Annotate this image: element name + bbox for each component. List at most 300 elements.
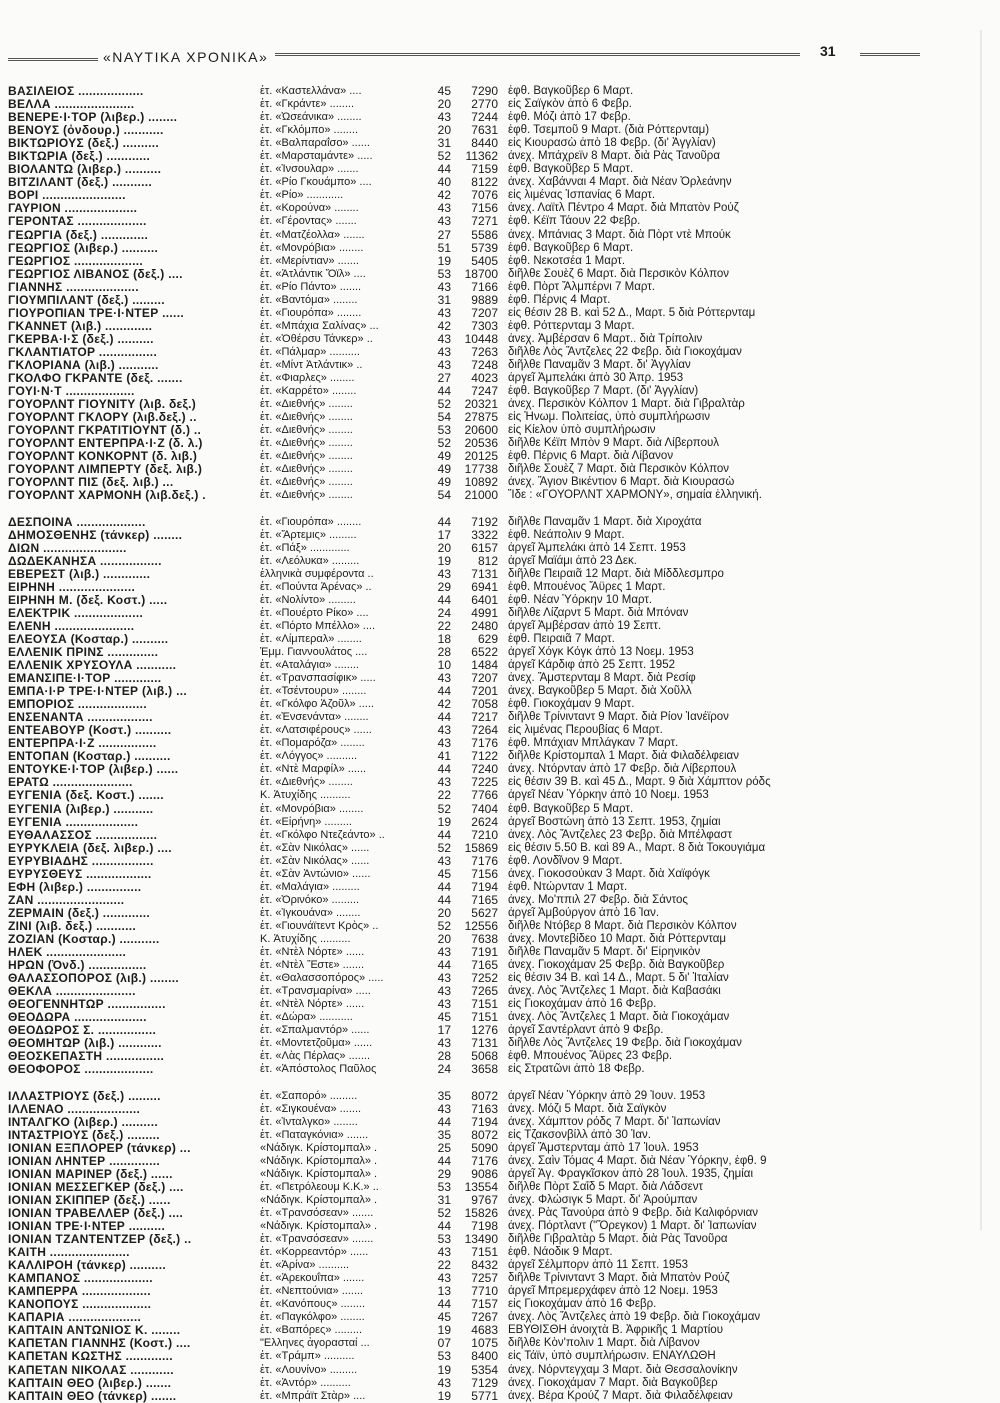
ship-name: ΓΟΥΟΡΛΝΤ ΓΚΡΑΤΙΤΙΟΥΝΤ (δ.) .. [8, 424, 202, 438]
ship-position: ἀνεχ. Ἀμβέρσαν 6 Μαρτ.. διὰ Τρίπολιν [508, 332, 703, 345]
ship-owner: ἐτ. «Διεθνής» ........ [260, 411, 353, 424]
ship-position: ἀνεχ. Λὸς Ἄντζελες 1 Μαρτ. διὰ Καβασάκι [508, 985, 721, 998]
ship-row [8, 411, 938, 424]
ship-name: ΕΡΑΤΩ ...................... [8, 776, 133, 790]
ship-tonnage: 7225 [471, 776, 498, 790]
ship-age: 28 [437, 645, 451, 659]
ship-owner: Κ. Ἀτυχίδης .......... [260, 933, 351, 945]
ship-name: ΘΑΛΑΣΣΟΠΟΡΟΣ (λιβ.) ........ [8, 972, 180, 986]
ship-row [8, 255, 938, 268]
ship-name: ΓΕΩΡΓΙΟΣ (λιβερ.) .......... [8, 241, 159, 255]
ship-age: 43 [437, 1102, 451, 1116]
ship-owner: ἐτ. «Μαρσταμάντε» ..... [260, 150, 373, 163]
ship-name: ΚΑΜΠΑΝΟΣ ................... [8, 1272, 153, 1286]
ship-owner: ἐτ. «Διεθνής» ........ [260, 437, 353, 450]
ship-position: ἀνεχ. Λὸς Ἄντζελες 1 Μαρτ. διὰ Γιοκοχάμαν [508, 1011, 730, 1024]
ship-owner: ἐτ. «Διεθνής» ........ [260, 450, 353, 463]
ship-tonnage: 7194 [471, 1115, 498, 1129]
ship-position: διῆλθε Σουὲζ 6 Μαρτ. διὰ Περσικὸν Κόλπον [508, 267, 730, 280]
ship-row [8, 868, 938, 881]
ship-tonnage: 15826 [464, 1206, 498, 1220]
ship-owner: ἐτ. «Ἰνταλγκο» ........ [260, 1115, 358, 1128]
ship-age: 44 [437, 828, 451, 842]
ship-age: 35 [437, 1128, 451, 1142]
ship-tonnage: 7122 [471, 750, 498, 764]
ship-owner: ἐτ. «Λίμπεραλ» ........ [260, 632, 362, 645]
ship-row [8, 672, 938, 685]
ship-name: ΚΑΠΑΡΙΑ .................... [8, 1311, 142, 1325]
ship-age: 43 [437, 306, 451, 320]
ship-position: ἀνεχ. Σαὶν Τόμας 4 Μαρτ. διὰ Νέαν Ὑόρκην, ἐφθ. 9 [508, 1154, 767, 1167]
ship-position: ἀργεῖ Ἀμβούργον ἀπὸ 16 Ἰαν. [508, 906, 660, 919]
ship-owner: ἐτ. «Ἀπόστολος Παῦλος [260, 1063, 377, 1076]
ship-position: εἰς θέσιν 34 Β. καὶ 14 Δ., Μαρτ. 5 δι' Ἰταλίαν [508, 972, 729, 985]
ship-position: ἀνεχ. Λὸς Ἄντζελες ἀπὸ 19 Φεβρ. διὰ Γιοκοχάμαν [508, 1311, 761, 1324]
ship-owner: ἐτ. «Νεπτούνια» ....... [260, 1285, 364, 1298]
ship-tonnage: 7076 [471, 189, 498, 203]
ship-name: ΓΙΟΥΡΟΠΙΑΝ ΤΡΕ·Ι·ΝΤΕΡ ...... [8, 306, 184, 320]
ship-row [8, 398, 938, 411]
ship-row [8, 489, 938, 502]
ship-owner: ἐτ. «Διεθνής» ........ [260, 424, 353, 437]
ship-row [8, 555, 938, 568]
ship-owner: ἐτ. «Μονρόβια» ........ [260, 241, 364, 254]
ship-name: ΙΟΝΙΑΝ ΣΚΙΠΠΕΡ (δεξ.) ...... [8, 1193, 171, 1207]
ship-row [8, 1050, 938, 1063]
journal-title: «ΝΑΥΤΙΚΑ ΧΡΟΝΙΚΑ» [103, 49, 269, 65]
ship-age: 44 [437, 685, 451, 699]
ship-owner: ἐτ. «Εἰρήνη» ......... [260, 815, 352, 828]
ship-name: ΙΟΝΙΑΝ ΜΑΡΙΝΕΡ (δεξ.) ...... [8, 1167, 173, 1181]
ship-name: ΓΕΩΡΓΙΟΣ ΛΙΒΑΝΟΣ (δεξ.) .... [8, 267, 183, 281]
ship-age: 24 [437, 1063, 451, 1077]
ship-owner: ἐτ. «Λὰς Πέρλας» ....... [260, 1050, 370, 1063]
ship-name: ΚΑΠΤΑΙΝ ΘΕΟ (τάνκερ) ....... [8, 1389, 177, 1403]
ship-tonnage: 7217 [471, 711, 498, 725]
ship-owner: ἐτ. «Γκλόμπο» ........ [260, 124, 359, 137]
ship-tonnage: 7131 [471, 1037, 498, 1051]
ship-row [8, 959, 938, 972]
ship-position: ἀνεχ. Νόρντεγχαμ 3 Μαρτ. διὰ Θεσσαλονίκην [508, 1363, 738, 1376]
ship-position: ἀνεχ. Χάμπτον ρόδς 7 Μαρτ. δι' Ἰαπωνίαν [508, 1115, 721, 1128]
ship-position: διῆλθε Λίζαρντ 5 Μαρτ. διὰ Μπόναν [508, 606, 689, 619]
ship-position: ἀργεῖ Κάρδιφ ἀπὸ 25 Σεπτ. 1952 [508, 659, 675, 672]
ship-row [8, 333, 938, 346]
ship-position: ἀργεῖ Σέλμπορν ἀπὸ 11 Σεπτ. 1953 [508, 1259, 689, 1272]
ship-name: ΕΥΓΕΝΙΑ (λιβερ.) ........... [8, 802, 154, 816]
ship-name: ΘΕΟΔΩΡΟΣ Σ. ................ [8, 1024, 157, 1038]
ship-owner: ἐτ. «Ἄρτεμις» ......... [260, 528, 357, 541]
ship-row [8, 85, 938, 98]
ship-tonnage: 7247 [471, 385, 498, 399]
ship-position: ἀνεχ. Μόζι 5 Μαρτ. διὰ Σαϊγκὸν [508, 1102, 667, 1115]
ship-age: 42 [437, 698, 451, 712]
ship-position: ἐφθ. Μπουένος Ἄϋρες 1 Μαρτ. [508, 580, 666, 593]
ship-position: εἰς θέσιν 5.50 Β. καὶ 89 Α., Μαρτ. 8 διὰ Τοκουγιάμα [508, 841, 766, 854]
ship-name: ΒΕΛΛΑ ...................... [8, 98, 135, 112]
ship-age: 45 [437, 1311, 451, 1325]
ship-owner: ἐτ. «Ματζέολλα» ....... [260, 228, 365, 241]
ship-age: 45 [437, 867, 451, 881]
ship-name: ΚΑΜΠΕΡΡΑ ................... [8, 1285, 151, 1299]
ship-age: 44 [437, 763, 451, 777]
header-rule-right [860, 53, 920, 56]
ship-position: ἐφθ. Βαγκοῦβερ 5 Μαρτ. [508, 802, 634, 815]
ship-position: ἐφθ. Νάοδικ 9 Μαρτ. [508, 1246, 613, 1259]
ship-row [8, 98, 938, 111]
ship-age: 52 [437, 841, 451, 855]
ship-owner: ἐτ. «Σαπορό» ......... [260, 1089, 358, 1102]
ship-tonnage: 7267 [471, 1311, 498, 1325]
ship-age: 44 [437, 593, 451, 607]
ship-owner: ἐτ. «Μαλάγια» ......... [260, 880, 360, 893]
ship-name: ΘΕΟΓΕΝΝΗΤΩΡ ................ [8, 998, 166, 1012]
ship-position: ἀργεῖ Ἀμπελάκι ἀπὸ 30 Ἀπρ. 1953 [508, 372, 684, 385]
ship-tonnage: 11362 [465, 150, 498, 164]
ship-name: ΕΥΡΥΒΙΑΔΗΣ ................. [8, 854, 154, 868]
ship-age: 49 [437, 463, 451, 477]
ship-row [8, 946, 938, 959]
ship-name: ΘΕΟΜΗΤΩΡ (λιβ.) ............ [8, 1037, 162, 1051]
ship-name: ΙΟΝΙΑΝ ΤΡΑΒΕΛΛΕΡ (δεξ.) .... [8, 1206, 184, 1220]
ship-owner: ἐτ. «Παταγκόνια» ....... [260, 1128, 369, 1141]
ship-age: 43 [437, 202, 451, 216]
ship-row [8, 1037, 938, 1050]
ship-row [8, 1233, 938, 1246]
ship-name: ΙΟΝΙΑΝ ΤΡΕ·Ι·ΝΤΕΡ .......... [8, 1219, 166, 1233]
ship-name: ΕΝΤΕΑΒΟΥΡ (Κοστ.) .......... [8, 724, 172, 738]
ship-tonnage: 20125 [464, 450, 498, 464]
ship-position: ἀνεχ. Λὸς Ἄντζελες 23 Φεβρ. διὰ Μπέλφαστ [508, 828, 732, 841]
ship-name: ΚΑΝΟΠΟΥΣ ................... [8, 1298, 152, 1312]
ship-position: ἀνεχ. Μπάχρεϊν 8 Μαρτ. διὰ Ρὰς Τανοῦρα [508, 150, 720, 163]
ship-age: 13 [437, 1285, 451, 1299]
ship-position: ἀνεχ. Πόρτλαντ ("Ὄρεγκον) 1 Μαρτ. δι' Ἰαπωνίαν [508, 1219, 757, 1232]
ship-row [8, 659, 938, 672]
ship-position: εἰς θέσιν 28 Β. καὶ 52 Δ., Μαρτ. 5 διὰ Ρόττερνταμ [508, 306, 756, 319]
ship-owner: ἐτ. «Διεθνής» ........ [260, 463, 353, 476]
ship-name: ΕΙΡΗΝΗ Μ. (δεξ. Κοστ.) ..... [8, 593, 168, 607]
ship-name: ΕΝΣΕΝΑΝΤΑ .................. [8, 711, 153, 725]
ship-owner: ἐτ. «Διεθνής» ........ [260, 776, 353, 789]
ship-row [8, 594, 938, 607]
ship-row [8, 776, 938, 789]
ship-row [8, 359, 938, 372]
ship-age: 27 [437, 228, 451, 242]
ship-position: ΕΒΥΘΙΣΘΗ ἀνοιχτὰ Β. Ἀφρικῆς 1 Μαρτίου [508, 1324, 723, 1337]
ship-row [8, 320, 938, 333]
ship-name: ΕΜΠΑ·Ι·Ρ ΤΡΕ·Ι·ΝΤΕΡ (λιβ.) ... [8, 685, 187, 699]
ship-age: 52 [437, 437, 451, 451]
ship-name: ΔΙΩΝ ....................... [8, 541, 127, 555]
ship-row [8, 294, 938, 307]
ship-position: διῆλθε Γιβραλτὰρ 5 Μαρτ. διὰ Ρὰς Τανοῦρα [508, 1233, 728, 1246]
ship-tonnage: 7156 [471, 202, 498, 216]
ship-age: 51 [437, 241, 451, 255]
ship-owner: ἐτ. «Γιουρόπα» ........ [260, 515, 362, 528]
ship-position: ἐφθ. Μπάχιαν Μπλάγκαν 7 Μαρτ. [508, 737, 679, 750]
ship-row [8, 1181, 938, 1194]
ship-owner: ἐτ. «Αταλάγια» ........ [260, 659, 359, 672]
ship-tonnage: 9767 [471, 1193, 498, 1207]
ship-row [8, 1011, 938, 1024]
ship-row [8, 1168, 938, 1181]
ship-owner: ἐτ. «Ἀρεκουΐπα» ....... [260, 1272, 365, 1285]
ship-tonnage: 5771 [471, 1389, 498, 1403]
ship-owner: ἐτ. «Ντὲλ Ἔστε» ....... [260, 959, 365, 972]
ship-tonnage: 7404 [471, 802, 498, 816]
ship-row [8, 450, 938, 463]
ship-position: ἀνεχ. Λαϊτλ Πέντρο 4 Μαρτ. διὰ Μπατὸν Ρούζ [508, 202, 739, 215]
ship-tonnage: 20536 [464, 437, 498, 451]
ship-tonnage: 1075 [471, 1337, 498, 1351]
ship-row [8, 816, 938, 829]
ship-position: εἰς Ἡνωμ. Πολιτείας, ὑπὸ συμπλήρωσιν [508, 411, 711, 424]
ship-age: 45 [437, 85, 451, 98]
ship-name: ΒΙΤΖΙΛΑΝΤ (δεξ.) ........... [8, 176, 153, 190]
ship-age: 43 [437, 998, 451, 1012]
ship-age: 43 [437, 567, 451, 581]
ship-tonnage: 5405 [471, 254, 498, 268]
ship-tonnage: 7303 [471, 319, 498, 333]
ship-row [8, 1390, 938, 1403]
ship-tonnage: 7210 [471, 828, 498, 842]
ship-position: ἀνεχ. Φλώσιγκ 5 Μαρτ. δι' Ἀρούμπαν [508, 1193, 698, 1206]
ship-name: ΚΑΠΤΑΙΝ ΑΝΤΩΝΙΟΣ Κ. ........ [8, 1324, 181, 1338]
ship-tonnage: 4023 [471, 372, 498, 386]
ship-name: ΓΚΛΟΡΙΑΝΑ (λιβ.) ........... [8, 358, 159, 372]
ship-position: ἐφθ. Λονδῖνον 9 Μαρτ. [508, 854, 623, 867]
ship-tonnage: 6401 [471, 593, 498, 607]
ship-age: 22 [437, 789, 451, 803]
ship-age: 53 [437, 1350, 451, 1364]
ship-name: ΙΝΤΑΣΤΡΙΟΥΣ (δεξ.) ......... [8, 1128, 160, 1142]
ship-position: ἐφθ. Βαγκοῦβερ 6 Μαρτ. [508, 85, 634, 97]
header-rule-middle [275, 53, 800, 56]
ship-name: ΔΩΔΕΚΑΝΗΣΑ ................. [8, 554, 162, 568]
ship-position: ἐφθ. Βαγκοῦβερ 5 Μαρτ. [508, 163, 634, 176]
ship-row [8, 972, 938, 985]
ship-name: ΓΟΥΟΡΛΝΤ ΕΝΤΕΡΠΡΑ·Ι·Ζ (δ. λ.) [8, 437, 203, 451]
ship-owner: ἐτ. «Πουέρτο Ρίκο» .... [260, 606, 369, 619]
ship-owner: ἐτ. «Κορρεαντόρ» ...... [260, 1246, 369, 1259]
ship-owner: ἐτ. «Βαντόμα» ........ [260, 293, 358, 306]
ship-name: ΕΥΓΕΝΙΑ .................... [8, 815, 139, 829]
ship-row [8, 1311, 938, 1324]
ship-name: ΗΡΩΝ (Ὀνδ.) ................ [8, 959, 147, 973]
ship-name: ΓΟΥΟΡΛΝΤ ΛΙΜΠΕΡΤΥ (δεξ. λιβ.) [8, 463, 203, 477]
ship-name: ΓΟΥΟΡΛΝΤ ΧΑΡΜΟΝΗ (λιβ.δεξ.) . [8, 489, 206, 503]
ship-row [8, 150, 938, 163]
ship-age: 20 [437, 98, 451, 112]
ship-position: εἰς Κιουρασὼ ἀπὸ 18 Φεβρ. (δι' Ἀγγλίαν) [508, 137, 716, 150]
page-number: 31 [820, 43, 836, 59]
ship-tonnage: 7191 [471, 946, 498, 960]
ship-age: 22 [437, 619, 451, 633]
ship-row [8, 281, 938, 294]
ship-name: ΔΕΣΠΟΙΝΑ ................... [8, 515, 146, 529]
ship-name: ΚΑΠΕΤΑΝ ΝΙΚΟΛΑΣ ............ [8, 1363, 174, 1377]
ship-age: 52 [437, 398, 451, 412]
ship-owner: ἐτ. «Διεθνής» ........ [260, 398, 353, 411]
ship-name: ΓΕΩΡΓΙΑ (δεξ.) ............. [8, 228, 149, 242]
ship-row [8, 1324, 938, 1337]
ship-age: 10 [437, 659, 451, 673]
ship-name: ΓΚΕΡΒΑ·Ι·Σ (δεξ.) .......... [8, 332, 154, 346]
ship-owner: ἑλληνικὰ συμφέροντα .. [260, 567, 374, 580]
ship-name: ΓΚΟΛΦΟ ΓΚΡΑΝΤΕ (δεξ. ....... [8, 372, 183, 386]
ship-name: ΚΑΠΤΑΙΝ ΘΕΟ (λιβερ.) ....... [8, 1376, 172, 1390]
ship-age: 54 [437, 489, 451, 503]
ship-owner: ἐτ. «Διεθνής» ........ [260, 489, 353, 502]
ship-tonnage: 13490 [464, 1233, 498, 1247]
ship-age: 43 [437, 1376, 451, 1390]
ship-tonnage: 2624 [471, 815, 498, 829]
ship-age: 43 [437, 737, 451, 751]
ship-row [8, 229, 938, 242]
ship-row [8, 581, 938, 594]
ship-age: 28 [437, 1050, 451, 1064]
ship-row [8, 137, 938, 150]
ship-owner: ἐτ. «Λεόλυκα» ......... [260, 554, 360, 567]
ship-position: ἐφθ. Πειραιᾶ 7 Μαρτ. [508, 632, 615, 645]
ship-row [8, 1377, 938, 1390]
ship-name: ΓΕΡΟΝΤΑΣ ................... [8, 215, 147, 229]
ship-name: ΘΕΟΣΚΕΠΑΣΤΗ ................ [8, 1050, 165, 1064]
ship-tonnage: 5739 [471, 241, 498, 255]
ship-position: διῆλθε Παναμᾶν 5 Μαρτ. δι' Εἰρηνικὸν [508, 946, 701, 959]
ship-tonnage: 12556 [464, 919, 498, 933]
ship-age: 43 [437, 345, 451, 359]
ship-owner: ἐτ. «Βαλπαραΐσο» ...... [260, 137, 370, 150]
ship-name: ΕΥΡΥΚΛΕΙΑ (δεξ. λιβερ.) .... [8, 841, 172, 855]
ship-tonnage: 7129 [471, 1376, 498, 1390]
ship-age: 44 [437, 893, 451, 907]
ship-name: ΕΙΡΗΝΗ ..................... [8, 580, 136, 594]
ship-tonnage: 7176 [471, 1154, 498, 1168]
ship-owner: ἐτ. «Πάλμαρ» .......... [260, 345, 360, 358]
ship-row [8, 307, 938, 320]
ship-age: 35 [437, 1089, 451, 1103]
ship-tonnage: 5586 [471, 228, 498, 242]
ship-age: 25 [437, 1141, 451, 1155]
ship-age: 43 [437, 1246, 451, 1260]
ship-row [8, 685, 938, 698]
ship-age: 17 [437, 528, 451, 542]
ship-position: διῆλθε Παναμᾶν 3 Μαρτ. δι' Ἀγγλίαν [508, 358, 691, 371]
ship-row [8, 829, 938, 842]
ship-row [8, 111, 938, 124]
ship-age: 49 [437, 476, 451, 490]
ship-owner: ἐτ. «Λατσιφέρους» ...... [260, 724, 372, 737]
ship-tonnage: 629 [477, 632, 498, 646]
ship-row [8, 202, 938, 215]
ship-tonnage: 5090 [471, 1141, 498, 1155]
ship-position: ἀνεχ. Γιοκοσούκαν 3 Μαρτ. διὰ Χαϊφόγκ [508, 867, 710, 880]
ship-age: 18 [437, 632, 451, 646]
ship-row [8, 1272, 938, 1285]
ship-age: 19 [437, 1324, 451, 1338]
ship-age: 43 [437, 358, 451, 372]
ship-row [8, 698, 938, 711]
ship-tonnage: 4683 [471, 1324, 498, 1338]
ship-age: 43 [437, 854, 451, 868]
ship-name: ΚΑΙΤΗ ...................... [8, 1246, 130, 1260]
ship-owner: ἐτ. «Καρρέτο» ........ [260, 385, 357, 398]
ship-owner: ἐτ. «Ντὲ Μαρφίλ» ...... [260, 763, 367, 776]
ship-tonnage: 7252 [471, 972, 498, 986]
ship-position: Ἴδε : «ΓΟΥΟΡΛΝΤ ΧΑΡΜΟΝΥ», σημαία ἑλληνική. [508, 489, 762, 502]
ship-tonnage: 7207 [471, 672, 498, 686]
ship-age: 43 [437, 1037, 451, 1051]
ship-tonnage: 7248 [471, 358, 498, 372]
ship-owner: ἐτ. «Μερίντιαν» ....... [260, 254, 359, 267]
ship-name: ΒΙΟΛΑΝΤΩ (λιβερ.) .......... [8, 163, 162, 177]
ship-owner: ἐτ. «Παγκόλφο» ........ [260, 1311, 365, 1324]
ship-name: ΘΕΚΛΑ ...................... [8, 985, 136, 999]
ship-tonnage: 7151 [471, 998, 498, 1012]
ship-tonnage: 7165 [471, 893, 498, 907]
ship-row [8, 1142, 938, 1155]
ship-row [8, 1364, 938, 1377]
ship-age: 44 [437, 959, 451, 973]
ship-name: ΓΟΥΟΡΛΝΤ ΓΙΟΥΝΙΤΥ (λιβ. δεξ.) [8, 398, 197, 412]
ship-owner: ἐτ. «Ἰνσουλαρ» ....... [260, 163, 359, 176]
ship-age: 41 [437, 750, 451, 764]
ship-name: ΒΟΡΙ ....................... [8, 189, 126, 203]
ship-tonnage: 7157 [471, 1298, 498, 1312]
ship-name: ΓΚΑΝΝΕΤ (λιβ.) ............. [8, 319, 153, 333]
ship-row [8, 646, 938, 659]
ship-row [8, 437, 938, 450]
ship-name: ΕΥΘΑΛΑΣΣΟΣ ................. [8, 828, 158, 842]
ship-name: ΓΟΥΙ·Ν·Τ ................... [8, 385, 135, 399]
ship-age: 44 [437, 880, 451, 894]
ship-row [8, 737, 938, 750]
ship-age: 31 [437, 1193, 451, 1207]
ship-owner: ἐτ. «Γκράντε» ........ [260, 98, 355, 111]
ship-position: ἐφθ. Μπουένος Ἄϋρες 23 Φεβρ. [508, 1050, 673, 1063]
ship-tonnage: 8440 [471, 137, 498, 151]
ship-position: ἀνεχ. Βέρα Κρούζ 7 Μαρτ. διὰ Φιλαδέλφειαν [508, 1389, 733, 1402]
ship-tonnage: 8072 [471, 1128, 498, 1142]
ship-row [8, 724, 938, 737]
ship-row [8, 933, 938, 946]
ship-position: ἀνεχ. Ντόρνταν ἀπὸ 17 Φεβρ. διὰ Λίβερπουλ [508, 763, 737, 776]
ship-tonnage: 8122 [471, 176, 498, 190]
ship-name: ΚΑΛΛΙΡΟΗ (τάνκερ) .......... [8, 1259, 166, 1273]
ship-owner: ἐτ. «Τράμπ» .......... [260, 1350, 355, 1363]
ship-age: 29 [437, 580, 451, 594]
ship-owner: Κ. Ἀτυχίδης .......... [260, 789, 351, 802]
ship-tonnage: 18700 [464, 267, 498, 281]
ship-position: ἀργεῖ Ἀγ. Φραγκῖσκον ἀπὸ 28 Ἰουλ. 1935, ζημίαι [508, 1167, 754, 1180]
ship-name: ΕΛΕΚΤΡΙΚ ................... [8, 606, 144, 620]
ship-position: διῆλθε Κέϊπ Μπὸν 9 Μαρτ. διὰ Λίβερπουλ [508, 437, 720, 450]
ship-position: εἰς Τζακσονβίλλ ἀπὸ 30 Ἰαν. [508, 1128, 651, 1141]
ship-tonnage: 7151 [471, 1011, 498, 1025]
ship-row [8, 163, 938, 176]
ship-age: 52 [437, 1206, 451, 1220]
ship-tonnage: 10448 [464, 332, 498, 346]
ship-owner: ἐτ. «Γκόλφο Ἀζοῦλ» ..... [260, 698, 374, 711]
ship-name: ΒΕΝΟΥΣ (ὀνδουρ.) ........... [8, 124, 164, 138]
ship-position: εἰς Γιοκοχάμαν ἀπὸ 16 Φεβρ. [508, 998, 657, 1011]
ship-owner: ἐτ. «Ἰγκουάνα» ........ [260, 906, 361, 919]
ship-row [8, 1298, 938, 1311]
ship-position: διῆλθε Σουὲζ 7 Μαρτ. διὰ Περσικὸν Κόλπον [508, 463, 730, 476]
ship-row [8, 516, 938, 529]
